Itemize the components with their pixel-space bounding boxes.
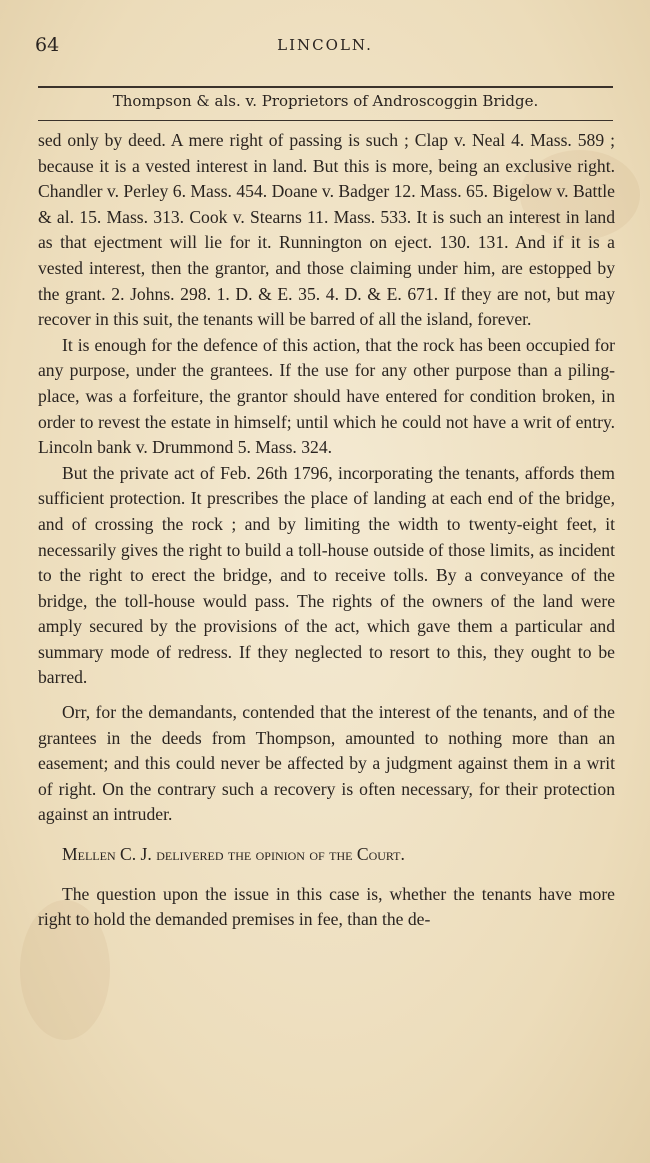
running-head [35, 34, 615, 58]
running-title: LINCOLN. [277, 36, 373, 54]
paragraph-continuation: sed only by deed. A mere right of passing is such ; Clap v. Neal 4. Mass. 589 ; because it is a vested interest in land. But this is more, being an exclusive right. Chandler v. Perley 6. Mass. 454. Doane v. Badger 12. Mass. 65. Bigelow v. Battle & al. 15. Mass. 313. Cook v. Stearns 11. Mass. 533. It is such an interest in land as that ejectment will lie for it. Runnington on eject. 130. 131. And if it is a vested interest, then the grantor, and those claiming under him, are estopped by the grant. 2. Johns. 298. 1. D. & E. 35. 4. D. & E. 671. If they are not, but may recover in this suit, the tenants will be barred of all the island, forever. [38, 130, 615, 330]
body-text [38, 128, 615, 933]
paragraph-orr-argument: Orr, for the demandants, contended that the interest of the tenants, and of the grantees in the deeds from Thompson, amounted to nothing more than an easement; and this could never be affected by a judgment against them in a writ of right. On the contrary such a recovery is often necessary, for their protection against an intruder. [38, 702, 615, 825]
header-rule-bottom [38, 120, 613, 121]
paragraph-private-act: But the private act of Feb. 26th 1796, incorporating the tenants, affords them sufficient protection. It prescribes the place of landing at each end of the bridge, and of crossing the rock ; and by limiting the width to twenty-eight feet, it necessarily gives the right to build a toll-house outside of those limits, as incident to the right to erect the bridge, and to receive tolls. By a conveyance of the bridge, the toll-house would pass. The rights of the owners of the land were amply secured by the provisions of the act, which gave them a particular and summary mode of redress. If they neglected to resort to this, they ought to be barred. [38, 462, 615, 688]
paragraph-opinion-intro: Mellen C. J. delivered the opinion of the Court. [62, 844, 405, 865]
header-rule-top [38, 86, 613, 88]
paragraph-defence: It is enough for the defence of this action, that the rock has been occupied for any purpose, under the grantees. If the use for any other purpose than a piling-place, was a forfeiture, the grantor should have entered for condition broken, in order to revest the estate in himself; until which he could not have a writ of entry. Lincoln bank v. Drummond 5. Mass. 324. [38, 334, 615, 458]
case-caption: Thompson & als. v. Proprietors of Androscoggin Bridge. [112, 92, 539, 110]
paragraph-opinion: The question upon the issue in this case is, whether the tenants have more right to hold the demanded premises in fee, than the de- [38, 883, 615, 930]
page-number: 64 [35, 34, 60, 56]
